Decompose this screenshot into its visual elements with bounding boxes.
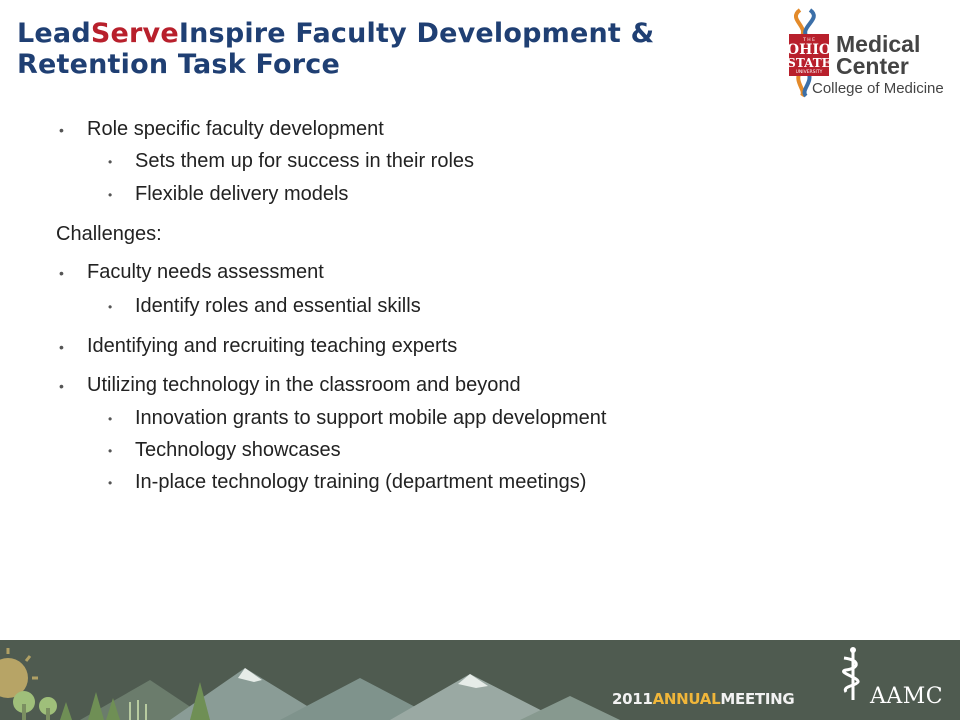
- bullet-icon: •: [108, 155, 113, 169]
- list-item-text: Technology showcases: [135, 439, 341, 461]
- list-item: [59, 117, 384, 141]
- meeting-year: 2011: [612, 690, 653, 708]
- list-item-text: Utilizing technology in the classroom and beyond: [87, 374, 521, 396]
- list-item: [108, 294, 421, 318]
- list-item-text: Identifying and recruiting teaching experts: [87, 335, 458, 357]
- list-item: [59, 373, 521, 397]
- list-item: [108, 149, 475, 173]
- slide-title: [17, 18, 757, 80]
- title-lead: Lead: [17, 18, 91, 49]
- logo-state: STATE: [787, 56, 831, 70]
- list-item-text: Faculty needs assessment: [87, 261, 324, 283]
- meeting-annual: ANNUAL: [652, 690, 721, 708]
- bullet-icon: •: [59, 265, 64, 281]
- bullet-icon: •: [59, 339, 64, 355]
- list-item-text: Identify roles and essential skills: [135, 295, 421, 317]
- logo-medical: Medical: [836, 31, 921, 57]
- list-item: [108, 470, 587, 494]
- list-item-text: Sets them up for success in their roles: [135, 150, 475, 172]
- bullet-icon: •: [59, 122, 64, 138]
- list-item-text: Role specific faculty development: [87, 118, 384, 140]
- logo-the: T H E: [803, 38, 815, 43]
- logo-college: College of Medicine: [812, 80, 944, 97]
- bullet-icon: •: [108, 412, 113, 426]
- footer-band: [0, 640, 960, 720]
- list-item-text: Innovation grants to support mobile app development: [135, 407, 607, 429]
- bullet-icon: •: [108, 300, 113, 314]
- osu-medical-center-logo: [780, 6, 955, 98]
- bullet-icon: •: [59, 378, 64, 394]
- logo-university: UNIVERSITY: [795, 70, 823, 75]
- list-item: [59, 334, 458, 358]
- title-rest: Inspire Faculty Development & Retention Task Force: [17, 18, 655, 80]
- meeting-meeting: MEETING: [720, 690, 795, 708]
- section-heading: [56, 222, 162, 246]
- aamc-caduceus-icon: [838, 646, 868, 702]
- bullet-icon: •: [108, 476, 113, 490]
- aamc-logo-text: AAMC: [870, 684, 944, 709]
- list-item-text: In-place technology training (department meetings): [135, 471, 587, 493]
- bullet-icon: •: [108, 188, 113, 202]
- list-item: [59, 260, 324, 284]
- list-item-text: Flexible delivery models: [135, 183, 349, 205]
- logo-ohio: OHIO: [786, 42, 832, 58]
- list-item: [108, 182, 349, 206]
- list-item: [108, 406, 607, 430]
- section-heading-text: Challenges:: [56, 223, 162, 245]
- footer-landscape-art: [0, 640, 960, 720]
- list-item: [108, 438, 341, 462]
- title-serve: Serve: [90, 18, 179, 49]
- bullet-icon: •: [108, 444, 113, 458]
- logo-center: Center: [836, 53, 909, 79]
- annual-meeting-label: [612, 690, 794, 708]
